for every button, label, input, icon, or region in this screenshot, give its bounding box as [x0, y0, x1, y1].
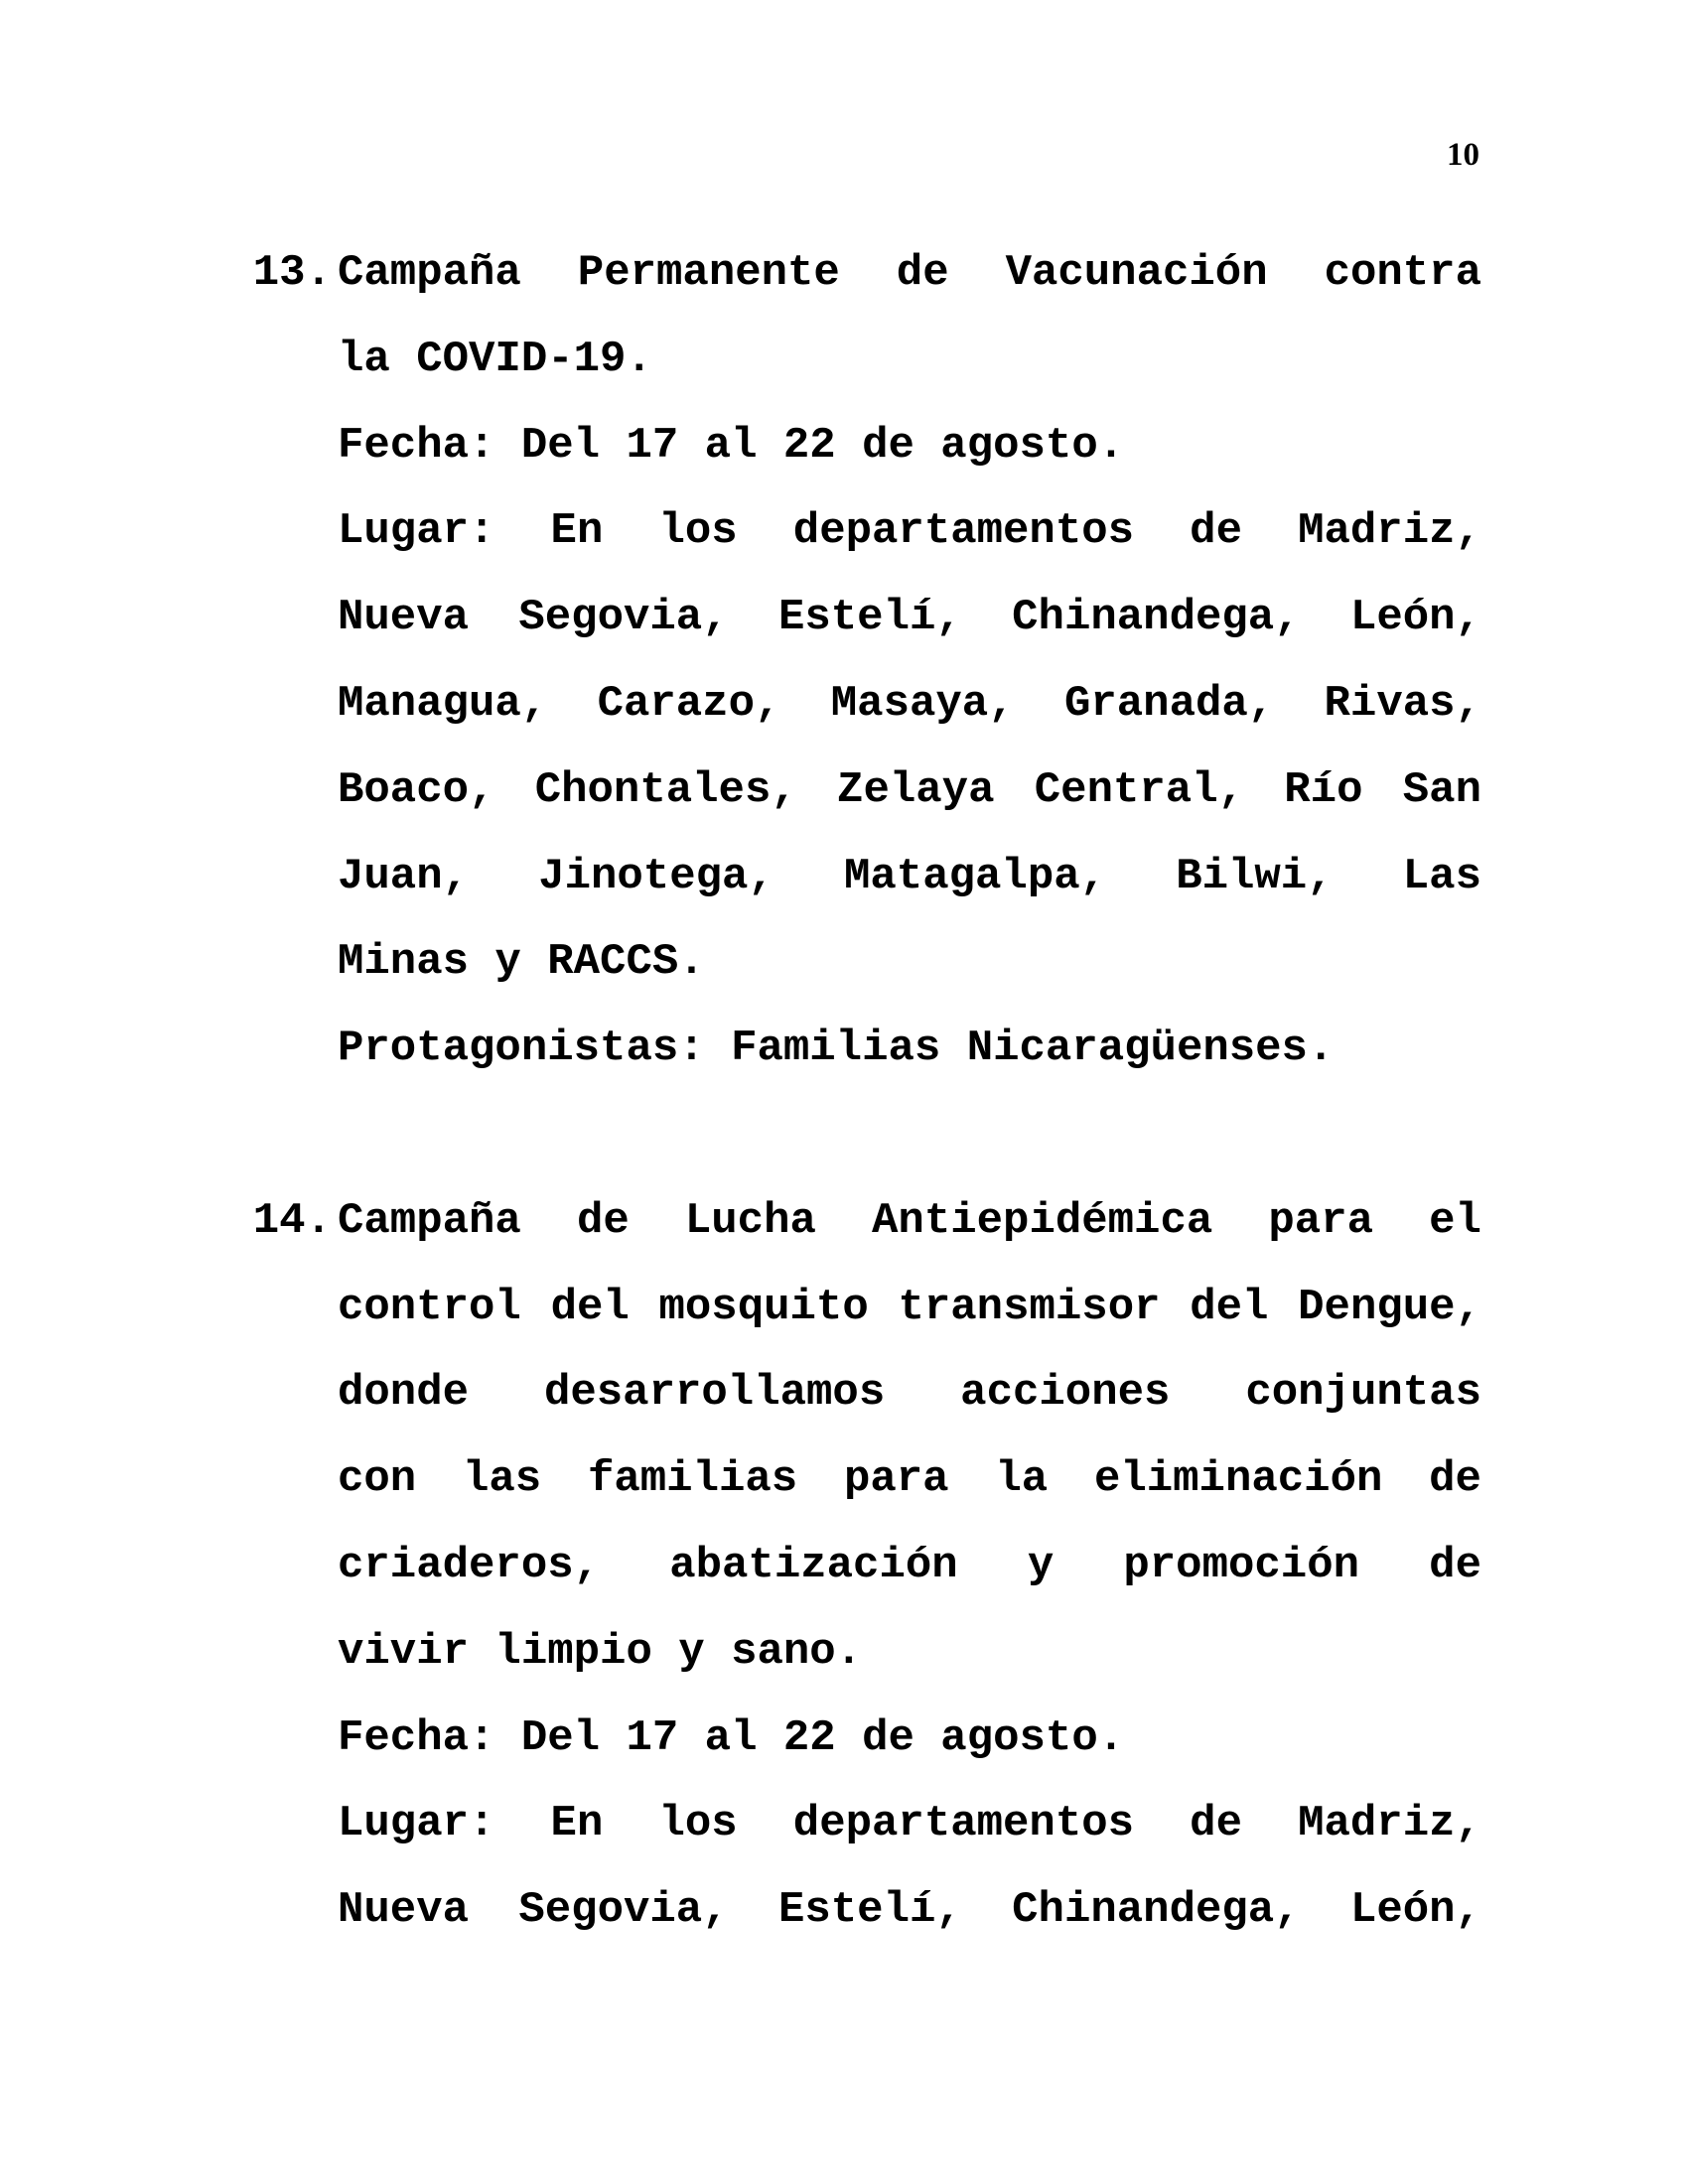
word: San — [1402, 764, 1481, 815]
word: Antiepidémica — [872, 1195, 1213, 1246]
word: desarrollamos — [543, 1368, 886, 1419]
word: mosquito — [658, 1282, 869, 1332]
word: el — [1429, 1195, 1481, 1246]
document-body — [228, 230, 1481, 1954]
word: acciones — [960, 1368, 1171, 1419]
word: donde — [338, 1368, 470, 1419]
word: Carazo, — [597, 678, 781, 729]
word: familias — [587, 1454, 798, 1505]
word: Río — [1284, 764, 1363, 815]
word: Juan, — [338, 851, 470, 901]
word: Segovia, — [518, 593, 729, 643]
fecha-line: Fecha: Del 17 al 22 de agosto. — [338, 1712, 1125, 1763]
item-number: 14. — [252, 1195, 332, 1246]
word: En — [550, 506, 604, 557]
word: Boaco, — [338, 764, 495, 815]
list-item-14 — [228, 1178, 1481, 1954]
word: departamentos — [792, 506, 1135, 557]
word: Rivas, — [1324, 678, 1481, 729]
word: Las — [1402, 851, 1481, 901]
word: la — [995, 1454, 1049, 1505]
lugar-line — [338, 575, 1481, 661]
item-text — [338, 230, 1481, 1092]
word: Chinandega, — [1012, 593, 1301, 643]
word: de — [1429, 1540, 1481, 1590]
word: Lugar: — [338, 506, 495, 557]
word: Chontales, — [534, 764, 797, 815]
word: los — [658, 1799, 738, 1849]
title-line — [338, 1350, 1481, 1436]
word: y — [1027, 1540, 1055, 1590]
word: promoción — [1123, 1540, 1360, 1590]
word: de — [1190, 506, 1242, 557]
fecha-line: Fecha: Del 17 al 22 de agosto. — [338, 420, 1125, 471]
word: Bilwi, — [1176, 851, 1334, 901]
word: Masaya, — [830, 678, 1015, 729]
lugar-line — [338, 488, 1481, 575]
page-number: 10 — [1447, 137, 1479, 173]
word: Estelí, — [777, 1885, 962, 1936]
word: León, — [1349, 593, 1481, 643]
lugar-line — [338, 661, 1481, 748]
word: Vacunación — [1005, 248, 1268, 298]
word: de — [1429, 1454, 1481, 1505]
word: del — [550, 1282, 630, 1332]
word: Nueva — [338, 1885, 470, 1936]
word: Nueva — [338, 593, 470, 643]
lugar-line — [338, 1781, 1481, 1867]
title-line — [338, 1523, 1481, 1609]
word: eliminación — [1093, 1454, 1383, 1505]
word: las — [462, 1454, 542, 1505]
word: Central, — [1034, 764, 1244, 815]
word: Estelí, — [777, 593, 962, 643]
word: del — [1190, 1282, 1269, 1332]
word: Chinandega, — [1012, 1885, 1301, 1936]
word: León, — [1349, 1885, 1481, 1936]
title-line: la COVID-19. — [338, 334, 652, 384]
title-line — [338, 1436, 1481, 1523]
word: Madriz, — [1298, 1799, 1481, 1849]
word: de — [1190, 1799, 1242, 1849]
word: Campaña — [338, 1195, 521, 1246]
word: Permanente — [577, 248, 840, 298]
word: Granada, — [1063, 678, 1275, 729]
lugar-line: Minas y RACCS. — [338, 937, 705, 988]
item-number: 13. — [252, 248, 332, 298]
word: transmisor — [898, 1282, 1161, 1332]
word: criaderos, — [338, 1540, 601, 1590]
word: Managua, — [338, 678, 548, 729]
word: Madriz, — [1298, 506, 1481, 557]
lugar-line — [338, 1867, 1481, 1954]
word: Segovia, — [518, 1885, 729, 1936]
word: departamentos — [792, 1799, 1135, 1849]
title-line — [338, 1178, 1481, 1265]
title-line — [338, 230, 1481, 317]
word: control — [338, 1282, 521, 1332]
title-line — [338, 1265, 1481, 1351]
word: Dengue, — [1298, 1282, 1481, 1332]
word: de — [576, 1195, 630, 1246]
item-text — [338, 1178, 1481, 1954]
word: Lugar: — [338, 1799, 495, 1849]
word: con — [338, 1454, 417, 1505]
word: Campaña — [338, 248, 521, 298]
word: Matagalpa, — [843, 851, 1107, 901]
word: En — [550, 1799, 604, 1849]
word: para — [1268, 1195, 1374, 1246]
word: Jinotega, — [538, 851, 774, 901]
word: conjuntas — [1245, 1368, 1481, 1419]
title-line: vivir limpio y sano. — [338, 1626, 863, 1677]
lugar-line — [338, 834, 1481, 920]
word: Lucha — [684, 1195, 816, 1246]
word: Zelaya — [837, 764, 995, 815]
protagonistas-line: Protagonistas: Familias Nicaragüenses. — [338, 1024, 1335, 1074]
lugar-line — [338, 748, 1481, 834]
word: contra — [1324, 248, 1481, 298]
word: abatización — [669, 1540, 958, 1590]
word: los — [658, 506, 738, 557]
word: de — [896, 248, 949, 298]
list-item-13 — [228, 230, 1481, 1092]
word: para — [843, 1454, 949, 1505]
